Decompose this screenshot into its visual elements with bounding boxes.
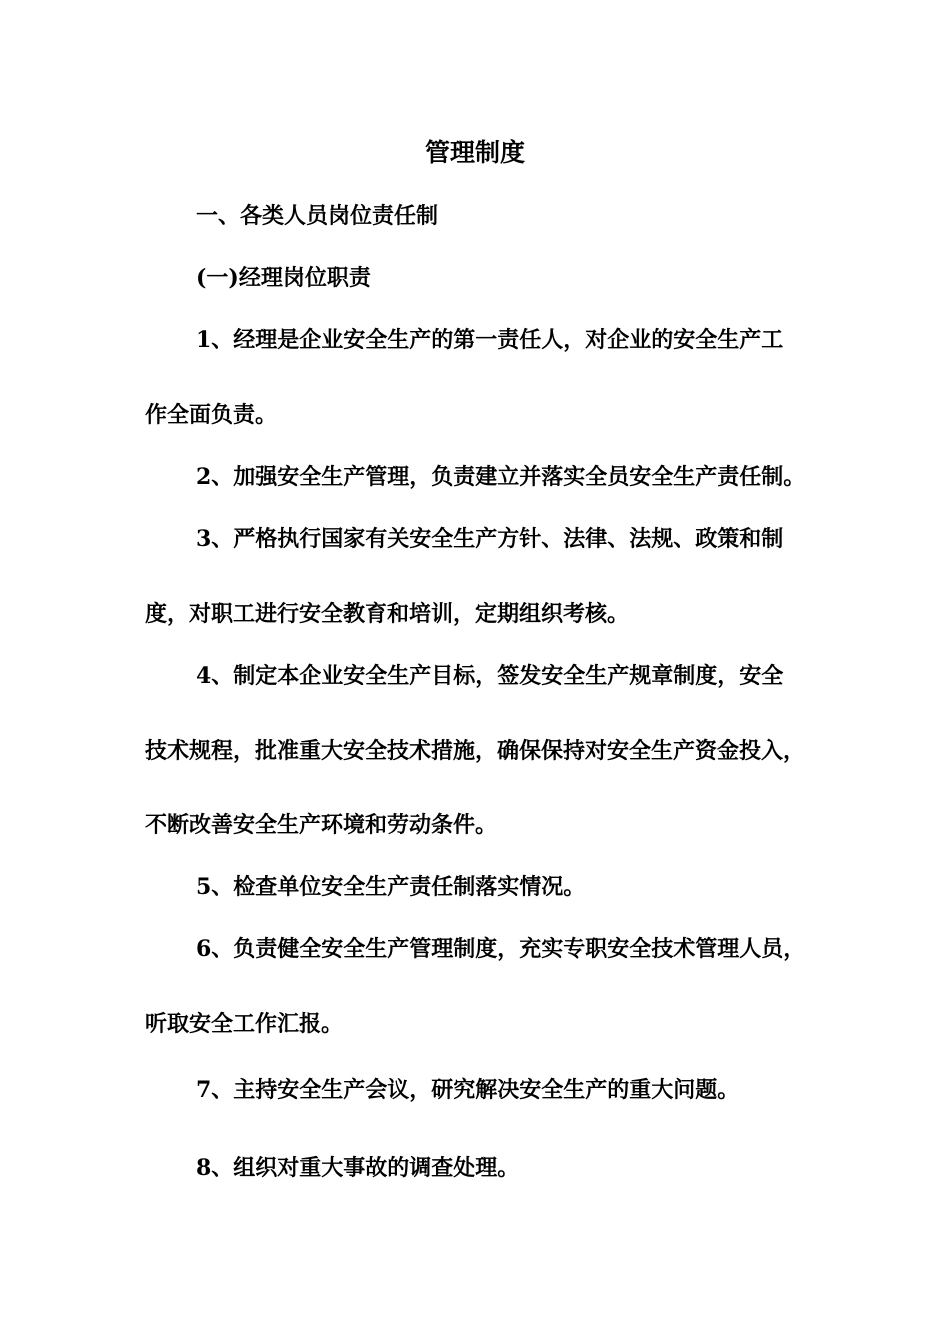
section-heading: 一、各类人员岗位责任制 — [196, 203, 439, 229]
paragraph-line: 5、检查单位安全生产责任制落实情况。 — [196, 874, 586, 900]
paragraph-line: 7、主持安全生产会议，研究解决安全生产的重大问题。 — [196, 1077, 740, 1103]
document-title: 管理制度 — [424, 138, 525, 167]
paragraph-line: 技术规程，批准重大安全技术措施，确保保持对安全生产资金投入， — [145, 738, 806, 764]
paragraph-line: 1、经理是企业安全生产的第一责任人，对企业的安全生产工 — [196, 327, 784, 353]
paragraph-line: 听取安全工作汇报。 — [145, 1011, 344, 1037]
paragraph-line: 3、严格执行国家有关安全生产方针、法律、法规、政策和制 — [196, 526, 784, 552]
paragraph-line: 不断改善安全生产环境和劳动条件。 — [145, 812, 498, 838]
paragraph-line: 6、负责健全安全生产管理制度，充实专职安全技术管理人员， — [196, 936, 806, 962]
paragraph-line: 作全面负责。 — [145, 402, 278, 428]
subsection-heading: (一)经理岗位职责 — [196, 265, 371, 291]
paragraph-line: 4、制定本企业安全生产目标，签发安全生产规章制度，安全 — [196, 663, 784, 689]
paragraph-line: 度，对职工进行安全教育和培训，定期组织考核。 — [145, 601, 630, 627]
paragraph-line: 2、加强安全生产管理，负责建立并落实全员安全生产责任制。 — [196, 464, 806, 490]
paragraph-line: 8、组织对重大事故的调查处理。 — [196, 1155, 520, 1181]
